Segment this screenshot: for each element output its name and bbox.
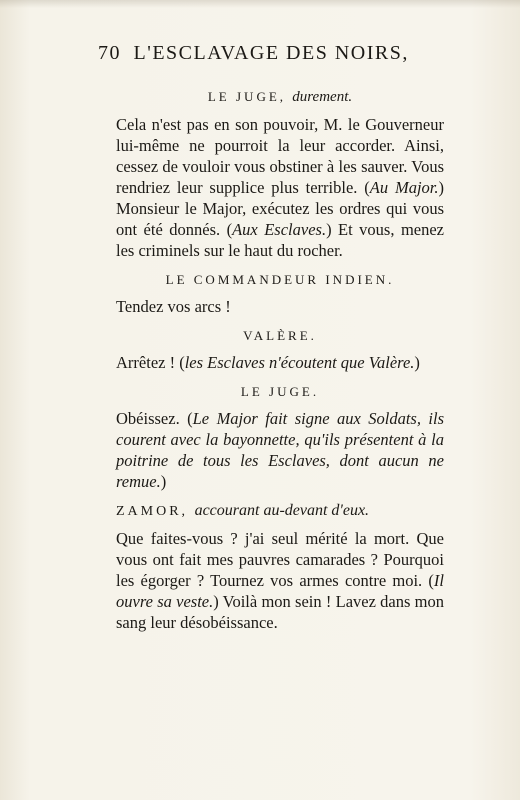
play-text <box>116 78 444 633</box>
stage-direction: durement. <box>292 89 353 105</box>
speech-text: ) <box>160 472 167 491</box>
speech-text: Que faites-vous ? j'ai seul mérité la mort. Que vous ont fait mes pauvres camarades ? Pourquoi les égorger ? Tournez vos armes contre moi. ( <box>116 529 444 590</box>
speech <box>116 114 444 261</box>
speech-text: ) Et vous, menez les criminels sur le haut du rocher. <box>116 220 444 260</box>
speaker-heading <box>116 500 444 522</box>
stage-direction: Il ouvre sa veste. <box>116 571 444 611</box>
speech-text: ) Monsieur le Major, exécutez les ordres qui vous ont été donnés. ( <box>116 178 445 239</box>
stage-direction: Aux Esclaves. <box>232 220 327 239</box>
speaker-heading <box>116 86 444 108</box>
running-header <box>98 42 428 65</box>
speaker-name: LE JUGE. <box>240 384 320 399</box>
speaker-name: VALÈRE. <box>243 328 317 343</box>
speech <box>116 528 444 633</box>
stage-direction: accourant au-devant d'eux. <box>194 502 370 519</box>
speech-text: Cela n'est pas en son pouvoir, M. le Gouverneur lui-même ne pourroit la leur accorder. Ainsi, cessez de vouloir vous obstiner à les sauver. Vous rendriez leur supplice plus terrible. ( <box>116 115 444 197</box>
speaker-name: LE COMMANDEUR INDIEN. <box>165 272 395 287</box>
speech-text: Tendez vos arcs ! <box>116 297 231 316</box>
speech-text: ) <box>414 353 420 372</box>
speech-text: Obéissez. ( <box>116 409 193 428</box>
stage-direction: Au Major. <box>369 178 439 197</box>
speech-text: ) Voilà mon sein ! Lavez dans mon sang leur désobéissance. <box>116 592 444 632</box>
speaker-heading <box>116 381 444 402</box>
running-title: L'ESCLAVAGE DES NOIRS, <box>133 42 409 64</box>
speech <box>116 408 444 492</box>
speaker-heading <box>116 325 444 346</box>
stage-direction: Le Major fait signe aux Soldats, ils courent avec la bayonnette, qu'ils présentent à la poitrine de tous les Esclaves, dont aucun ne remue. <box>116 409 444 491</box>
speech <box>116 296 444 317</box>
speaker-name: LE JUGE, <box>207 89 287 104</box>
speaker-heading <box>116 269 444 290</box>
speech <box>116 352 444 373</box>
speech-text: Arrêtez ! ( <box>116 353 185 372</box>
speaker-name: ZAMOR, <box>116 504 189 519</box>
stage-direction: les Esclaves n'écoutent que Valère. <box>184 353 415 372</box>
page-number: 70 <box>98 42 121 64</box>
